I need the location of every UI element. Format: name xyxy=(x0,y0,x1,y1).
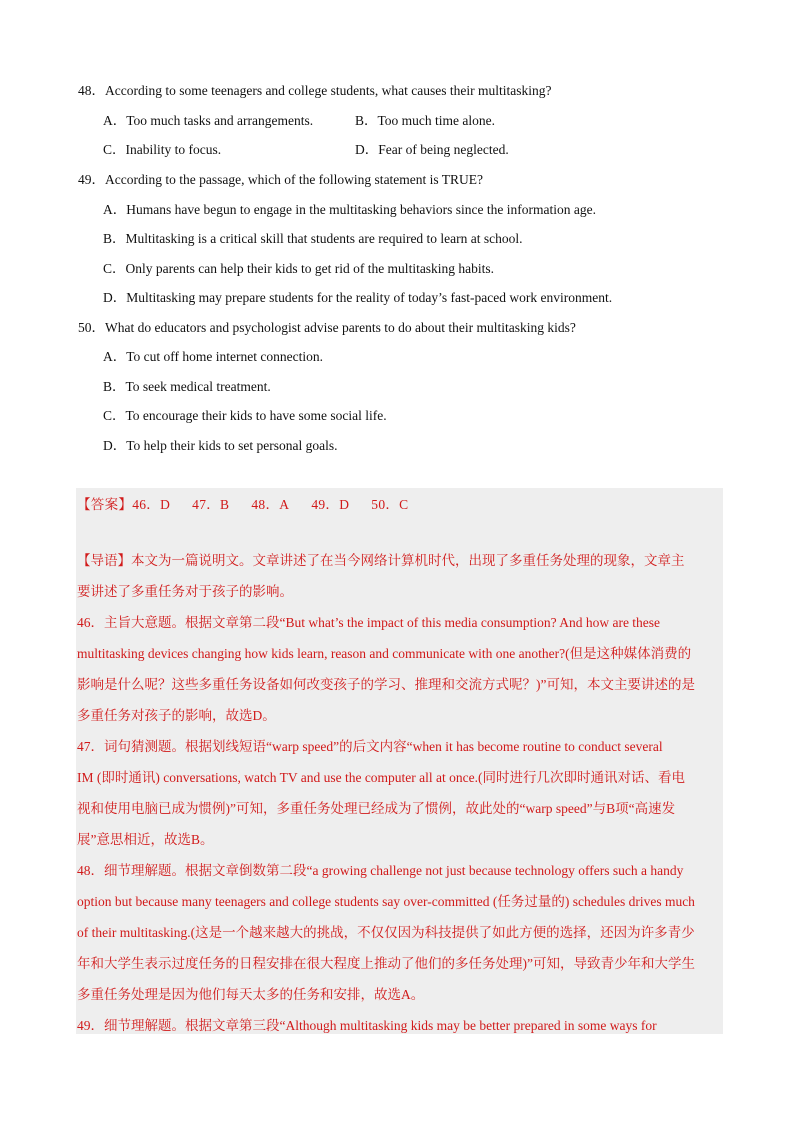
question-50: 50．What do educators and psychologist advise parents to do about their multitasking kids? xyxy=(78,320,576,335)
q48-option-d: D．Fear of being neglected. xyxy=(355,142,509,157)
q48-option-c: C．Inability to focus. xyxy=(103,142,222,157)
explanation-line: 多重任务对孩子的影响，故选D。 xyxy=(77,708,276,723)
explanation-48 xyxy=(77,855,723,1010)
q50-option-a: A．To cut off home internet connection. xyxy=(103,349,323,364)
guide-text xyxy=(77,545,723,607)
explanation-line: multitasking devices changing how kids learn, reason and communicate with one another?(但是这种媒体消费的 xyxy=(77,646,692,661)
explanation-46 xyxy=(77,607,723,731)
explanation-line: 多重任务处理是因为他们每天太多的任务和安排，故选A。 xyxy=(77,987,425,1002)
guide-line: 【导语】本文为一篇说明文。文章讲述了在当今网络计算机时代，出现了多重任务处理的现象，文章主 xyxy=(77,553,685,568)
explanation-line: 46．主旨大意题。根据文章第二段“But what’s the impact of this media consumption? And how are these xyxy=(77,615,661,630)
q49-option-a: A．Humans have begun to engage in the multitasking behaviors since the information age. xyxy=(103,202,597,217)
q49-option-b: B．Multitasking is a critical skill that students are required to learn at school. xyxy=(103,231,523,246)
answer-46: 46．D xyxy=(132,497,171,512)
explanation-49 xyxy=(77,1010,723,1041)
explanation-line: 47．词句猜测题。根据划线短语“warp speed”的后文内容“when it has become routine to conduct several xyxy=(77,739,663,754)
question-49: 49．According to the passage, which of the following statement is TRUE? xyxy=(78,172,484,187)
answer-49: 49．D xyxy=(311,497,350,512)
q50-option-d: D．To help their kids to set personal goals. xyxy=(103,438,338,453)
q48-option-b: B．Too much time alone. xyxy=(355,113,496,128)
answer-label: 【答案】 xyxy=(77,497,133,512)
q49-option-c: C．Only parents can help their kids to get rid of the multitasking habits. xyxy=(103,261,495,276)
explanation-line: 视和使用电脑已成为惯例)”可知，多重任务处理已经成为了惯例，故此处的“warp speed”与B项“高速发 xyxy=(77,801,676,816)
explanation-line: IM (即时通讯) conversations, watch TV and use the computer all at once.(同时进行几次即时通讯对话、看电 xyxy=(77,770,686,785)
q50-option-b: B．To seek medical treatment. xyxy=(103,379,271,394)
explanation-line: 年和大学生表示过度任务的日程安排在很大程度上推动了他们的多任务处理)”可知，导致青少年和大学生 xyxy=(77,956,695,971)
explanation-line: of their multitasking.(这是一个越来越大的挑战，不仅仅因为科技提供了如此方便的选择，还因为许多青少 xyxy=(77,925,695,940)
q50-option-c: C．To encourage their kids to have some social life. xyxy=(103,408,387,423)
answer-48: 48．A xyxy=(251,497,290,512)
q48-option-a: A．Too much tasks and arrangements. xyxy=(103,113,314,128)
explanation-line: 展”意思相近，故选B。 xyxy=(77,832,214,847)
answer-50: 50．C xyxy=(371,497,409,512)
answer-key xyxy=(77,493,431,513)
explanation-line: 48．细节理解题。根据文章倒数第二段“a growing challenge not just because technology offers such a handy xyxy=(77,863,684,878)
explanation-line: option but because many teenagers and college students say over-committed (任务过量的) schedules drives much xyxy=(77,894,695,909)
explanation-line: 49．细节理解题。根据文章第三段“Although multitasking kids may be better prepared in some ways for xyxy=(77,1018,657,1033)
explanation-47 xyxy=(77,731,723,855)
explanation-line: 影响是什么呢？这些多重任务设备如何改变孩子的学习、推理和交流方式呢？)”可知，本文主要讲述的是 xyxy=(77,677,695,692)
answer-47: 47．B xyxy=(192,497,230,512)
question-48: 48．According to some teenagers and college students, what causes their multitasking? xyxy=(78,83,552,98)
q49-option-d: D．Multitasking may prepare students for the reality of today’s fast-paced work environment. xyxy=(103,290,613,305)
guide-line: 要讲述了多重任务对于孩子的影响。 xyxy=(77,584,293,599)
